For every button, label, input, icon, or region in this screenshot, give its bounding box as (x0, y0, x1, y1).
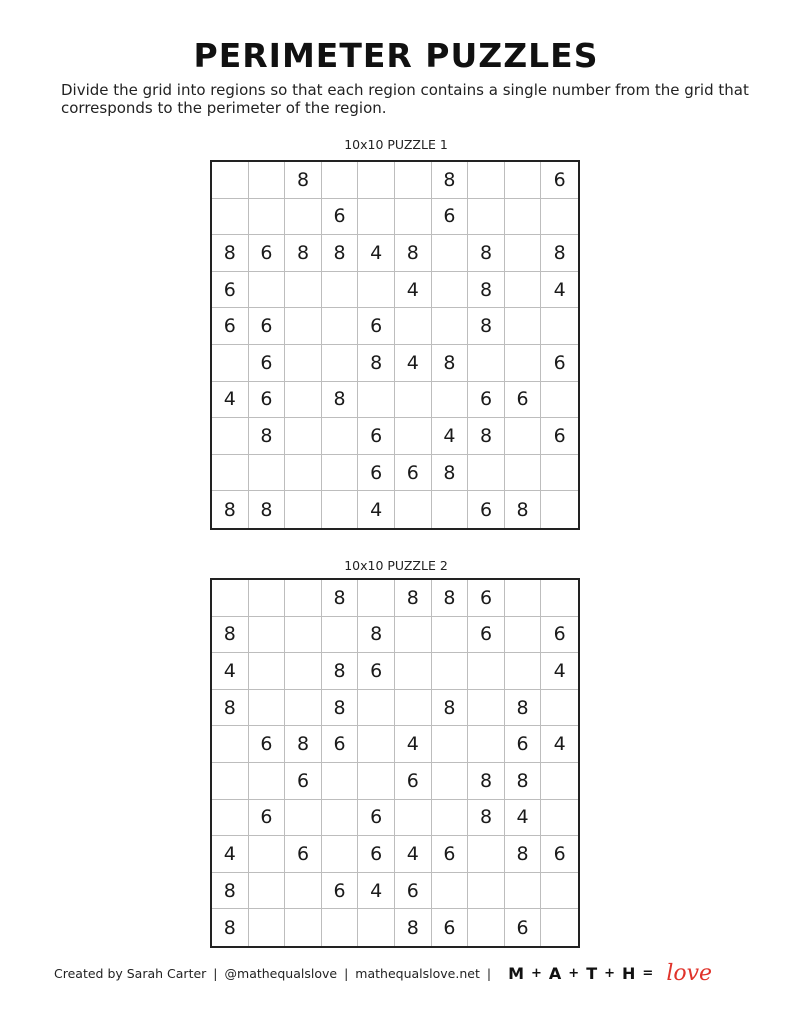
grid-cell (432, 763, 469, 800)
grid-cell (395, 690, 432, 727)
grid-cell (322, 763, 359, 800)
page-title: PERIMETER PUZZLES (193, 36, 599, 75)
grid-cell (212, 345, 249, 382)
grid-cell: 6 (432, 199, 469, 236)
grid-cell: 6 (285, 836, 322, 873)
grid-cell: 4 (212, 836, 249, 873)
grid-cell: 8 (322, 690, 359, 727)
grid-cell (541, 690, 578, 727)
grid-cell: 6 (541, 162, 578, 199)
grid-cell (212, 800, 249, 837)
grid-cell (432, 873, 469, 910)
grid-cell (505, 418, 542, 455)
grid-cell: 6 (212, 272, 249, 309)
grid-cell (432, 382, 469, 419)
grid-cell: 6 (468, 382, 505, 419)
grid-cell (541, 909, 578, 946)
grid-cell (505, 162, 542, 199)
grid-cell (322, 272, 359, 309)
grid-cell: 4 (212, 653, 249, 690)
grid-cell: 8 (358, 345, 395, 382)
grid-cell: 8 (322, 580, 359, 617)
grid-cell: 6 (249, 235, 286, 272)
grid-cell: 6 (505, 726, 542, 763)
grid-cell (468, 162, 505, 199)
grid-cell (432, 726, 469, 763)
grid-cell: 4 (541, 653, 578, 690)
grid-cell (285, 690, 322, 727)
grid-cell: 8 (395, 909, 432, 946)
footer (54, 961, 712, 985)
grid-cell: 6 (322, 873, 359, 910)
grid-cell (468, 909, 505, 946)
grid-cell (322, 909, 359, 946)
footer-separator: | (486, 965, 492, 981)
grid-cell: 4 (358, 873, 395, 910)
grid-cell: 6 (212, 308, 249, 345)
grid-cell: 8 (212, 617, 249, 654)
grid-cell (505, 308, 542, 345)
grid-cell (249, 272, 286, 309)
grid-cell (285, 272, 322, 309)
grid-cell: 6 (541, 418, 578, 455)
brand-letter: H (622, 963, 637, 983)
brand-letter: M (508, 963, 525, 983)
grid-cell: 8 (505, 836, 542, 873)
grid-cell (212, 199, 249, 236)
grid-cell: 6 (358, 653, 395, 690)
puzzle-2-label: 10x10 PUZZLE 2 (344, 558, 448, 573)
grid-cell: 8 (212, 235, 249, 272)
grid-cell: 8 (468, 235, 505, 272)
grid-cell (358, 763, 395, 800)
grid-cell: 8 (322, 382, 359, 419)
grid-cell (249, 763, 286, 800)
brand-plus: + (604, 965, 617, 981)
grid-cell (468, 690, 505, 727)
grid-cell (505, 580, 542, 617)
grid-cell: 6 (468, 580, 505, 617)
grid-cell (322, 491, 359, 528)
grid-cell (432, 491, 469, 528)
grid-cell (322, 418, 359, 455)
grid-cell: 4 (395, 836, 432, 873)
grid-cell: 6 (541, 836, 578, 873)
grid-cell: 6 (249, 345, 286, 382)
grid-cell (395, 199, 432, 236)
grid-cell (432, 308, 469, 345)
grid-cell (285, 345, 322, 382)
grid-cell (468, 345, 505, 382)
grid-cell: 6 (358, 800, 395, 837)
grid-cell: 8 (212, 491, 249, 528)
grid-cell (505, 653, 542, 690)
grid-cell: 4 (395, 726, 432, 763)
grid-cell: 8 (468, 308, 505, 345)
puzzle-1-grid (210, 160, 580, 530)
grid-cell (285, 308, 322, 345)
grid-cell (358, 690, 395, 727)
footer-credit: Created by Sarah Carter (54, 965, 207, 981)
grid-cell (541, 491, 578, 528)
grid-cell (541, 199, 578, 236)
grid-cell (249, 162, 286, 199)
grid-cell (322, 836, 359, 873)
grid-cell: 6 (249, 726, 286, 763)
grid-cell (249, 199, 286, 236)
grid-cell: 6 (541, 345, 578, 382)
grid-cell (358, 580, 395, 617)
grid-cell (432, 653, 469, 690)
grid-cell: 8 (505, 690, 542, 727)
grid-cell: 6 (395, 763, 432, 800)
grid-cell (505, 235, 542, 272)
grid-cell (285, 491, 322, 528)
grid-cell (212, 455, 249, 492)
grid-cell: 4 (505, 800, 542, 837)
grid-cell: 8 (285, 162, 322, 199)
grid-cell: 8 (432, 690, 469, 727)
grid-cell: 8 (432, 455, 469, 492)
grid-cell (358, 199, 395, 236)
puzzle-2-grid (210, 578, 580, 948)
grid-cell: 8 (285, 726, 322, 763)
grid-cell (285, 653, 322, 690)
grid-cell (322, 617, 359, 654)
puzzle-1-label: 10x10 PUZZLE 1 (344, 137, 448, 152)
grid-cell (505, 455, 542, 492)
grid-cell (505, 345, 542, 382)
grid-cell (285, 617, 322, 654)
grid-cell (541, 308, 578, 345)
grid-cell: 8 (468, 418, 505, 455)
grid-cell: 6 (541, 617, 578, 654)
grid-cell (395, 162, 432, 199)
grid-cell (212, 418, 249, 455)
grid-cell: 4 (395, 345, 432, 382)
grid-cell (322, 455, 359, 492)
grid-cell (249, 653, 286, 690)
grid-cell: 8 (541, 235, 578, 272)
grid-cell (432, 272, 469, 309)
grid-cell: 4 (541, 726, 578, 763)
grid-cell (249, 580, 286, 617)
grid-cell: 6 (432, 909, 469, 946)
grid-cell: 8 (249, 418, 286, 455)
grid-cell (432, 235, 469, 272)
grid-cell (541, 763, 578, 800)
grid-cell (249, 873, 286, 910)
grid-cell (541, 873, 578, 910)
brand-logo (508, 961, 712, 986)
grid-cell (541, 382, 578, 419)
grid-cell: 8 (432, 580, 469, 617)
grid-cell: 6 (358, 308, 395, 345)
grid-cell (432, 800, 469, 837)
grid-cell (468, 199, 505, 236)
grid-cell: 6 (432, 836, 469, 873)
grid-cell (212, 726, 249, 763)
grid-cell (395, 491, 432, 528)
grid-cell: 6 (285, 763, 322, 800)
grid-cell (322, 308, 359, 345)
instructions: Divide the grid into regions so that each region contains a single number from the grid that corresponds to the perimeter of the region. (61, 81, 749, 117)
grid-cell: 4 (358, 235, 395, 272)
grid-cell (468, 873, 505, 910)
footer-website: mathequalslove.net (355, 965, 480, 981)
grid-cell: 6 (505, 909, 542, 946)
grid-cell (395, 308, 432, 345)
grid-cell: 8 (395, 580, 432, 617)
grid-cell: 6 (395, 455, 432, 492)
grid-cell (468, 653, 505, 690)
grid-cell: 6 (395, 873, 432, 910)
grid-cell (285, 800, 322, 837)
grid-cell: 6 (468, 491, 505, 528)
grid-cell: 6 (358, 836, 395, 873)
brand-letter: T (586, 963, 599, 983)
brand-plus: + (531, 965, 543, 981)
grid-cell (505, 617, 542, 654)
grid-cell (249, 617, 286, 654)
brand-equals: = (642, 965, 655, 981)
grid-cell (249, 909, 286, 946)
grid-cell (541, 800, 578, 837)
grid-cell: 8 (505, 763, 542, 800)
grid-cell: 8 (212, 690, 249, 727)
grid-cell (395, 653, 432, 690)
grid-cell: 8 (432, 345, 469, 382)
grid-cell: 6 (358, 455, 395, 492)
footer-separator: | (344, 965, 349, 981)
grid-cell (249, 836, 286, 873)
grid-cell (468, 726, 505, 763)
grid-cell: 6 (468, 617, 505, 654)
grid-cell: 8 (468, 763, 505, 800)
grid-cell (358, 162, 395, 199)
grid-cell (358, 909, 395, 946)
grid-cell (322, 800, 359, 837)
grid-cell: 8 (395, 235, 432, 272)
grid-cell: 6 (249, 308, 286, 345)
grid-cell (212, 763, 249, 800)
grid-cell: 8 (358, 617, 395, 654)
grid-cell (395, 617, 432, 654)
grid-cell: 4 (395, 272, 432, 309)
grid-cell: 6 (249, 382, 286, 419)
grid-cell (395, 800, 432, 837)
brand-love-script: love (666, 960, 713, 986)
grid-cell: 8 (432, 162, 469, 199)
grid-cell (285, 580, 322, 617)
brand-plus: + (568, 965, 581, 981)
grid-cell: 4 (358, 491, 395, 528)
grid-cell (249, 455, 286, 492)
grid-cell (285, 909, 322, 946)
grid-cell: 6 (249, 800, 286, 837)
grid-cell: 8 (468, 800, 505, 837)
grid-cell: 4 (432, 418, 469, 455)
grid-cell (285, 455, 322, 492)
grid-cell: 8 (322, 235, 359, 272)
grid-cell (322, 345, 359, 382)
grid-cell (358, 726, 395, 763)
grid-cell: 6 (358, 418, 395, 455)
grid-cell (212, 162, 249, 199)
grid-cell: 8 (212, 873, 249, 910)
grid-cell: 6 (505, 382, 542, 419)
grid-cell (285, 382, 322, 419)
grid-cell (322, 162, 359, 199)
grid-cell (505, 873, 542, 910)
grid-cell (285, 199, 322, 236)
grid-cell (505, 272, 542, 309)
grid-cell (249, 690, 286, 727)
grid-cell (432, 617, 469, 654)
grid-cell: 8 (249, 491, 286, 528)
grid-cell (358, 382, 395, 419)
grid-cell: 8 (468, 272, 505, 309)
grid-cell (285, 873, 322, 910)
grid-cell: 4 (541, 272, 578, 309)
grid-cell (468, 455, 505, 492)
grid-cell: 8 (505, 491, 542, 528)
grid-cell: 8 (285, 235, 322, 272)
grid-cell (395, 382, 432, 419)
grid-cell: 6 (322, 726, 359, 763)
grid-cell: 8 (322, 653, 359, 690)
footer-handle: @mathequalslove (224, 965, 338, 981)
grid-cell: 4 (212, 382, 249, 419)
brand-letter: A (548, 963, 563, 983)
grid-cell (541, 580, 578, 617)
footer-separator: | (213, 965, 218, 981)
grid-cell (505, 199, 542, 236)
grid-cell: 6 (322, 199, 359, 236)
grid-cell (212, 580, 249, 617)
grid-cell (468, 836, 505, 873)
grid-cell: 8 (212, 909, 249, 946)
grid-cell (395, 418, 432, 455)
grid-cell (358, 272, 395, 309)
grid-cell (541, 455, 578, 492)
grid-cell (285, 418, 322, 455)
